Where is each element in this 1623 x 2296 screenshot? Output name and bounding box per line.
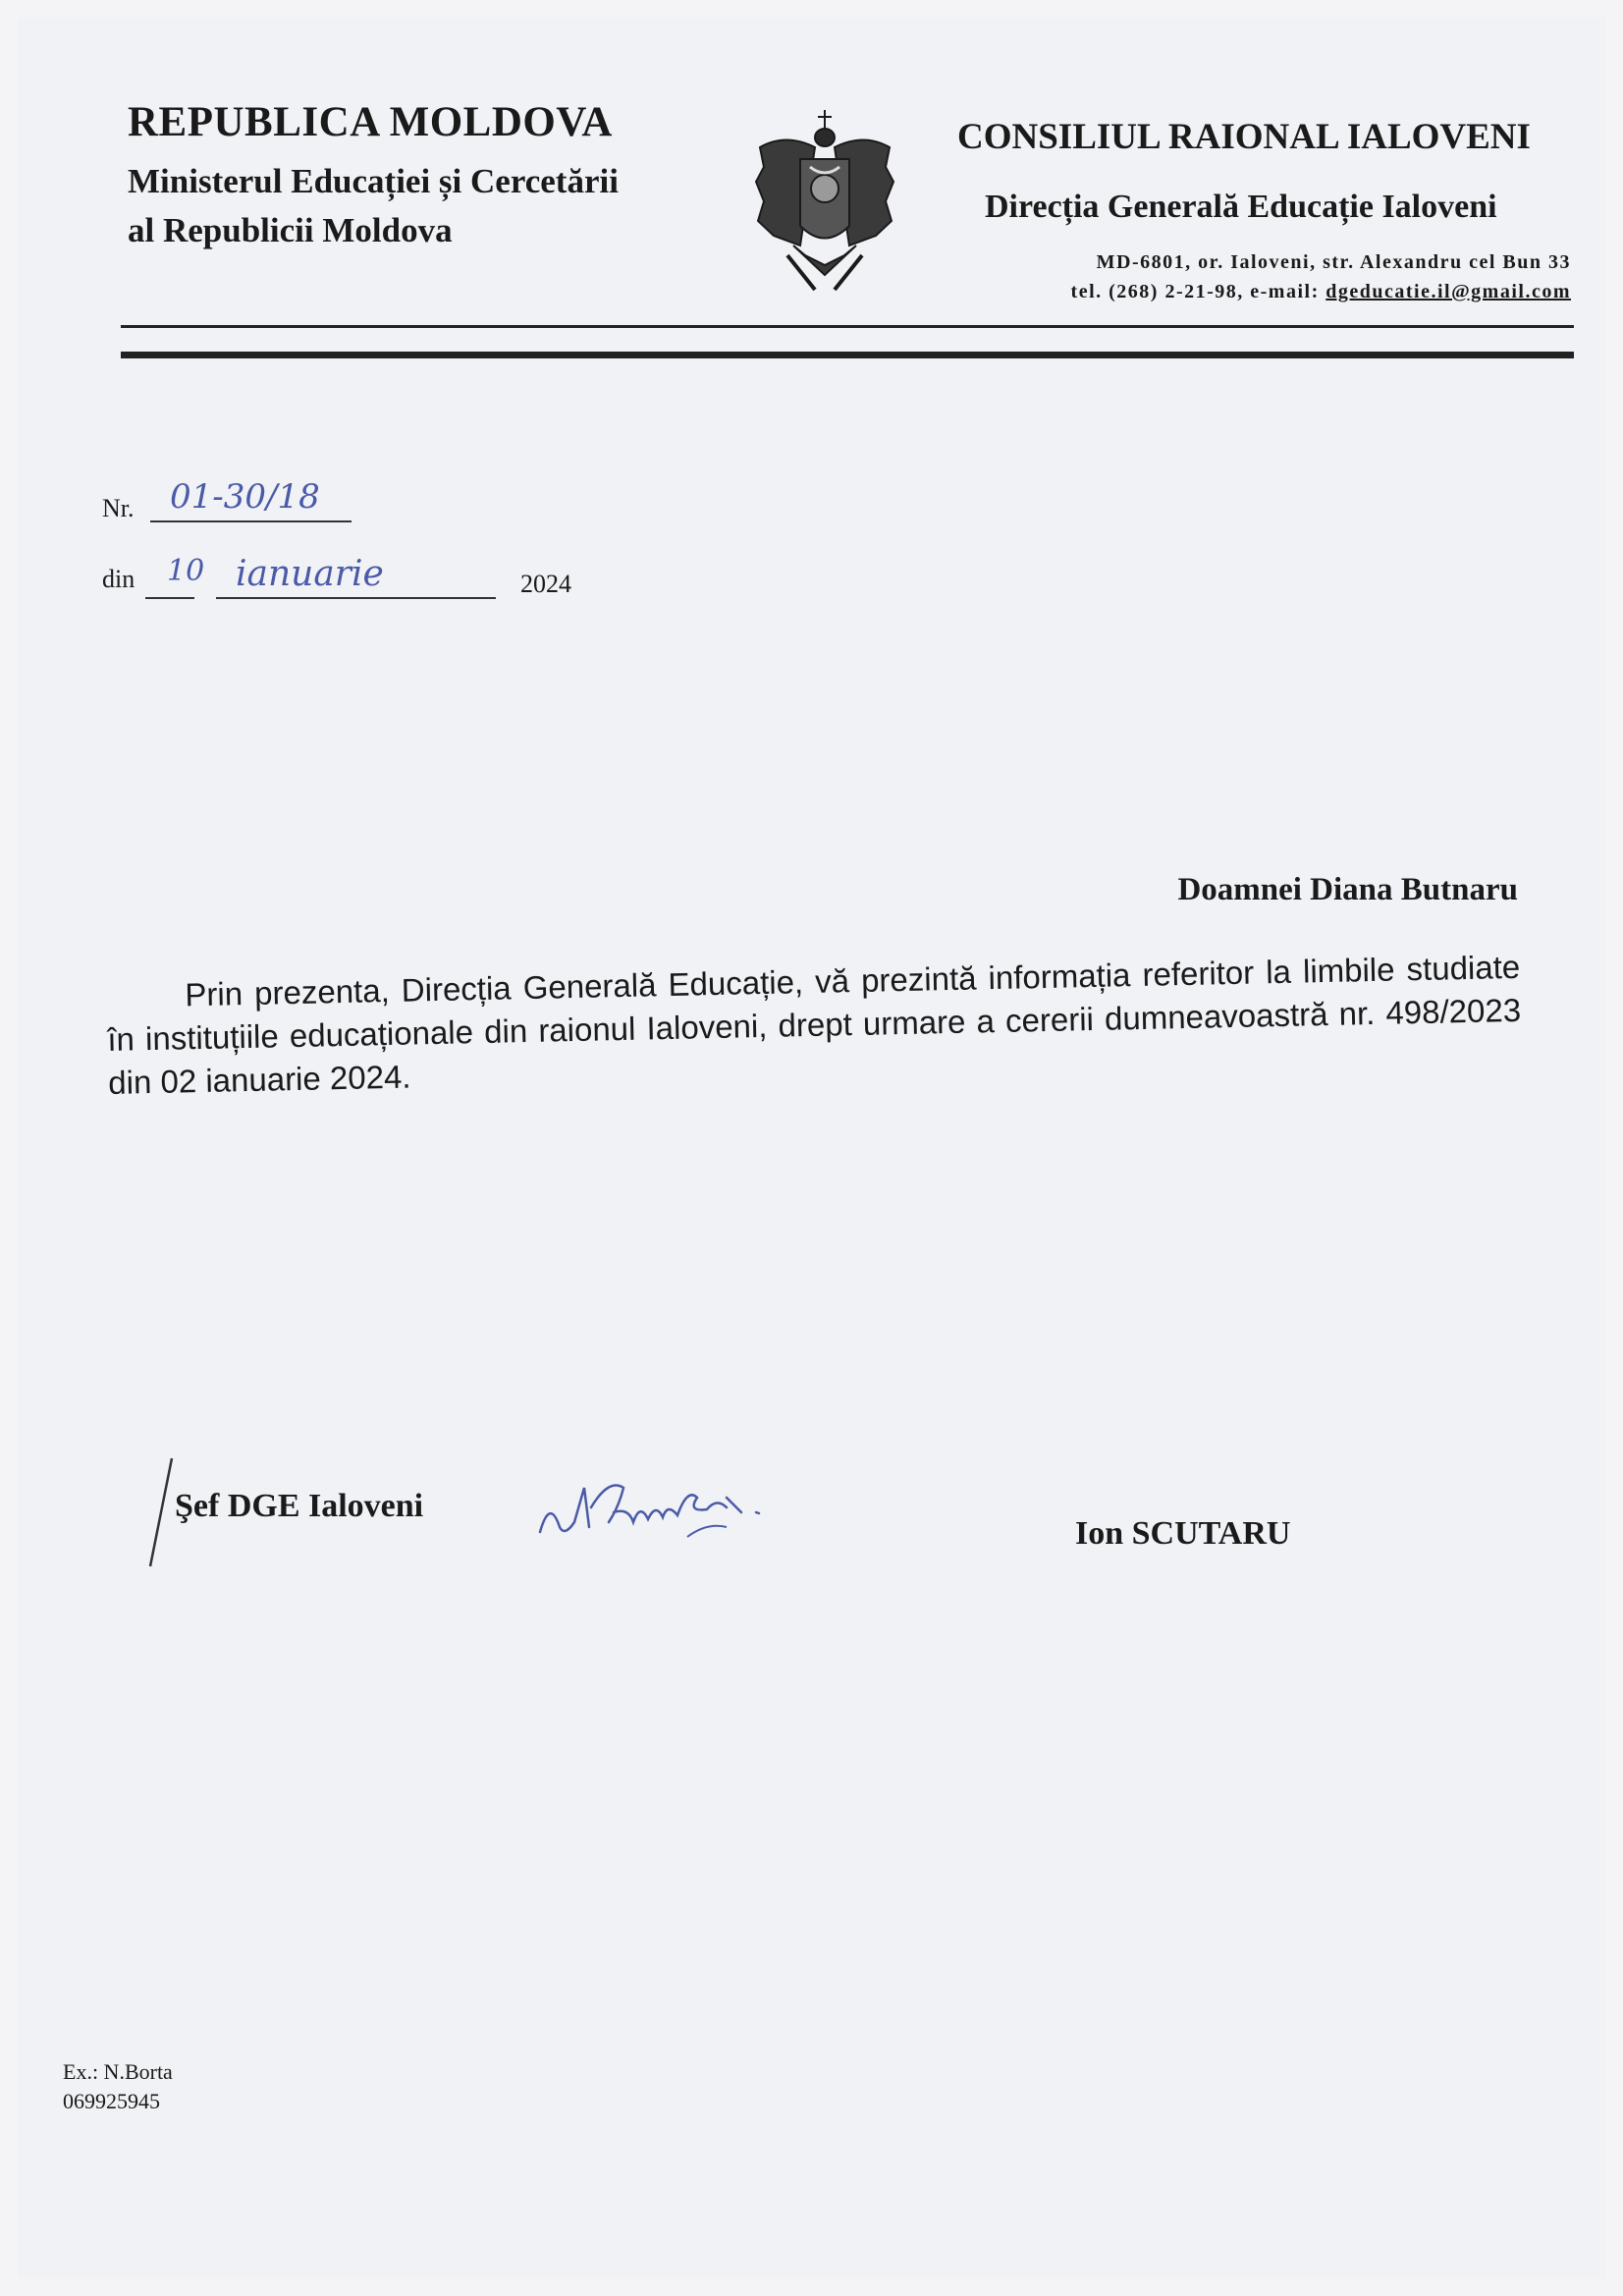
letter-body-text: Prin prezenta, Direcția Generală Educație, vă prezintă informația referitor la limbile studiate în instituțiile educaționale din raionul Ialoveni, drept urmare a cererii dumneavoastră nr. 498/2023 din 02 ianuarie 2024. (106, 948, 1522, 1101)
executor-phone: 069925945 (63, 2089, 160, 2113)
nr-field (150, 477, 352, 522)
signatory-title: Şef DGE Ialoveni (175, 1488, 424, 1524)
ministry-line-1: Ministerul Educației și Cercetării (128, 162, 619, 200)
header-divider-thin (121, 325, 1574, 328)
phone-email-line (1011, 277, 1571, 306)
handwritten-signature (530, 1468, 825, 1557)
day-field (145, 554, 205, 599)
paragraph-indent (107, 1006, 186, 1008)
postal-address: MD-6801, or. Ialoveni, str. Alexandru cel Bun 33 (1096, 251, 1571, 273)
header-divider-thick (121, 352, 1574, 358)
month-field (216, 554, 496, 599)
din-label: din (102, 565, 135, 593)
month-handwritten: ianuarie (236, 554, 384, 594)
moldova-coat-of-arms-icon (746, 108, 903, 300)
signatory-name: Ion SCUTARU (1075, 1515, 1291, 1552)
ministry-name (128, 157, 619, 255)
country-title: REPUBLICA MOLDOVA (128, 99, 613, 145)
ministry-line-2: al Republicii Moldova (128, 211, 453, 249)
email-link[interactable]: dgeducatie.il@gmail.com (1325, 281, 1571, 302)
phone-label: tel. (268) 2-21-98, e-mail: (1070, 281, 1326, 302)
nr-label: Nr. (102, 494, 135, 522)
addressee: Doamnei Diana Butnaru (1177, 872, 1518, 907)
nr-handwritten: 01-30/18 (170, 477, 320, 517)
council-title: CONSILIUL RAIONAL IALOVENI (957, 117, 1531, 157)
day-handwritten: 10 (167, 554, 205, 588)
contact-block (1011, 247, 1571, 306)
year-label: 2024 (520, 570, 571, 598)
executor-name: Ex.: N.Borta (63, 2059, 173, 2084)
executor-info (63, 2057, 173, 2116)
directorate-name: Direcția Generală Educație Ialoveni (985, 189, 1497, 225)
